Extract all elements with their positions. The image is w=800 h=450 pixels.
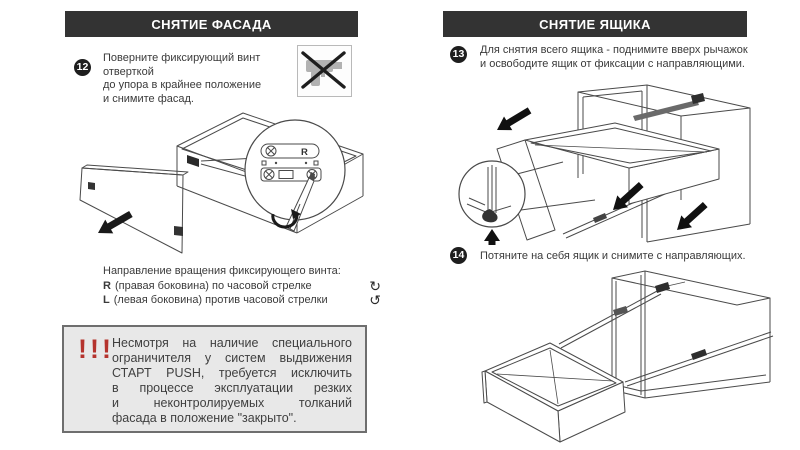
warning-exclamation-icon: !!!	[78, 334, 114, 364]
counterclockwise-arrow-icon: ↺	[369, 292, 381, 309]
right-key: R	[103, 279, 111, 292]
drawer-removed-illustration	[455, 268, 790, 448]
clockwise-arrow-icon: ↻	[369, 277, 381, 294]
direction-title: Направление вращения фиксирующего винта:	[103, 265, 341, 277]
direction-right-row	[103, 279, 381, 294]
left-text: (левая боковина) против часовой стрелки	[113, 294, 328, 306]
right-side-marking: R	[301, 147, 308, 158]
warning-text: Несмотря на наличие специального ограничителя у систем выдвижения СТАРТ PUSH, требуется исключить в процессе эксплуатации резких и неконтролируемых толканий фасада в положение "закрыто".	[112, 336, 352, 425]
left-key: L	[103, 294, 110, 306]
step-14-text	[480, 250, 770, 264]
drawer-unlock-illustration	[445, 82, 790, 245]
section-header-drawer-removal	[443, 11, 747, 37]
step-14-line1: Потяните на себя ящик и снимите с направляющих.	[480, 250, 746, 262]
rotation-direction-note	[103, 264, 381, 308]
section-header-label: СНЯТИЕ ФАСАДА	[151, 16, 272, 32]
section-header-facade-removal	[65, 11, 358, 37]
lift-lever-up-arrow	[484, 229, 500, 245]
facade-removal-illustration	[63, 98, 398, 265]
step-13-line1: Для снятия всего ящика - поднимите вверх рычажок	[480, 44, 748, 56]
step-12-badge	[74, 59, 91, 76]
drawer-connector	[187, 155, 199, 167]
step-13-badge	[450, 46, 467, 63]
pull-facade-arrow	[94, 207, 135, 240]
direction-left-row	[103, 293, 381, 308]
step-13-text	[480, 44, 770, 71]
warning-box	[62, 325, 367, 433]
top-rail	[633, 100, 699, 121]
step-13-number: 13	[452, 48, 465, 61]
right-text: (правая боковина) по часовой стрелке	[114, 279, 312, 292]
step-14-number: 14	[452, 249, 465, 262]
step-12-line3: и снимите фасад.	[103, 92, 194, 105]
step-12-line2: до упора в крайнее положение	[103, 79, 262, 91]
no-power-drill-icon	[297, 45, 352, 97]
rail-bracket	[655, 282, 670, 293]
step-12-line1: Поверните фиксирующий винт отверткой	[103, 52, 261, 78]
step-12-number: 12	[76, 61, 89, 74]
section-header-label: СНЯТИЕ ЯЩИКА	[539, 16, 651, 32]
step-13-line2: и освободите ящик от фиксации с направляющими.	[480, 57, 745, 70]
step-14-badge	[450, 247, 467, 264]
